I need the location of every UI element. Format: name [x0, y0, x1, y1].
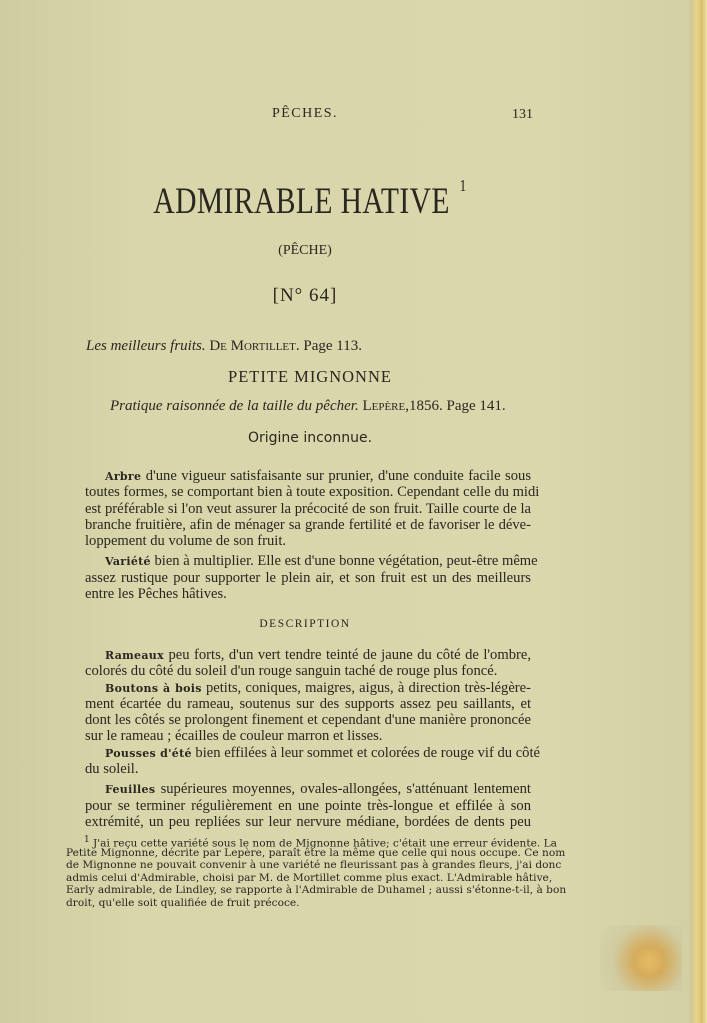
paragraph-arbre [85, 468, 540, 550]
paragraph-key: Feuilles [105, 783, 156, 797]
text-line: branche fruitière, afin de ménager sa grande fertilité et de favoriser le déve- [85, 516, 531, 533]
paragraph-key: Variété [105, 555, 151, 569]
text-line: est préférable si l'on veut assurer la précocité de son fruit. Taille courte de la [85, 500, 531, 517]
paragraph-boutons [85, 680, 531, 745]
text-line: ment écartée du rameau, soutenus sur des supports assez peu saillants, et [85, 695, 531, 712]
reference-author: Lepère, [362, 398, 409, 414]
peach-illustration-thumbnail [600, 925, 682, 991]
running-title: PÊCHES. [271, 106, 339, 121]
text-line: peu forts, d'un vert tendre teinté de jaune du côté de l'ombre, [168, 647, 531, 663]
text-line: entre les Pêches hâtives. [85, 586, 227, 603]
footnote-marker: 1 [84, 835, 90, 845]
reference-1 [86, 338, 546, 355]
text-line: assez rustique pour supporter le plein air, et son fruit est un des meilleurs [85, 569, 531, 586]
description-heading: DESCRIPTION [259, 618, 351, 630]
paragraph-rameaux [85, 647, 531, 680]
text-line: bien à multiplier. Elle est d'une bonne végétation, peut-être même [154, 553, 538, 570]
text-line: dont les côtés se prolongent finement et cependant d'une manière prononcée [85, 712, 531, 729]
text-line: loppement du volume de son fruit. [85, 533, 287, 550]
text-line: sur le rameau ; écailles de couleur marron et lisses. [85, 728, 383, 745]
description-text [85, 647, 540, 830]
footnote [66, 834, 567, 910]
reference-page: Page 113. [303, 338, 362, 354]
intro-text [85, 468, 540, 603]
text-line: bien effilées à leur sommet et colorées de rouge vif du côté [195, 744, 540, 761]
text-line: pour se terminer régulièrement en une pointe très-longue et effilée à son [85, 797, 531, 814]
origin: Origine inconnue. [247, 430, 373, 446]
fruit-type: (PÊCHE) [278, 243, 332, 258]
reference-work: Pratique raisonnée de la taille du pêcher. [110, 398, 359, 414]
text-line: de Mignonne ne pouvait convenir à une variété ne fleurissant pas à grandes fleurs, j'ai donc [66, 859, 562, 872]
text-line: Petite Mignonne, décrite par Lepère, paraît être la même que celle qui nous occupe. Ce nom [66, 846, 566, 859]
text-line: Early admirable, de Lindley, se rapporte à l'Admirable de Duhamel ; aussi s'étonne-t-il, à bon [66, 884, 567, 897]
paragraph-key: Arbre [105, 470, 142, 483]
text-line: petits, coniques, maigres, aigus, à direction très-légère- [205, 679, 531, 696]
reference-work: Les meilleurs fruits. [86, 338, 206, 354]
paragraph-feuilles [85, 781, 531, 830]
footnote-marker: 1 [459, 176, 467, 195]
text-line: admis celui d'Admirable, choisi par M. de Mortillet comme plus exact. L'Admirable hâtive, [66, 871, 553, 884]
book-binding-edge [690, 0, 707, 1023]
reference-year: 1856. [408, 398, 443, 414]
text-line: du soleil. [85, 761, 139, 778]
synonym: PETITE MIGNONNE [228, 367, 392, 386]
paragraph-key: Boutons à bois [105, 681, 202, 695]
page-title [142, 176, 478, 223]
text-line: colorés du côté du soleil d'un rouge sanguin taché de rouge plus foncé. [85, 663, 498, 680]
text-line: droit, qu'elle soit qualifiée de fruit précoce. [66, 896, 300, 909]
text-line: extrémité, un peu repliées sur leur nervure médiane, bordées de dents peu [85, 813, 531, 830]
paragraph-key: Pousses d'été [105, 746, 192, 760]
paragraph-pousses [85, 744, 540, 778]
paragraph-variete [85, 553, 538, 603]
text-line: J'ai reçu cette variété sous le nom de Mignonne hâtive; c'était une erreur évidente. La [93, 837, 557, 850]
text-line: d'une vigueur satisfaisante sur prunier, d'une conduite facile sous [145, 468, 532, 484]
paragraph-key: Rameaux [105, 649, 164, 662]
reference-2 [110, 398, 570, 415]
reference-page: Page 141. [446, 398, 506, 414]
page-number: 131 [512, 107, 533, 122]
reference-author: De Mortillet. [209, 338, 300, 354]
text-line: supérieures moyennes, ovales-allongées, s'atténuant lentement [160, 781, 531, 798]
entry-number: [N° 64] [272, 285, 338, 306]
text-line: toutes formes, se comportant bien à toute exposition. Cependant celle du midi [85, 484, 540, 501]
title-text: ADMIRABLE HATIVE [153, 181, 450, 222]
